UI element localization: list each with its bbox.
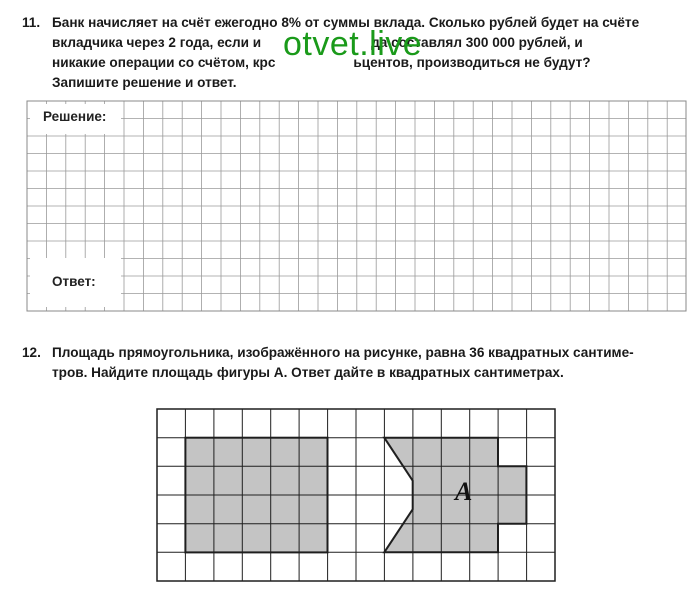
- figure-a-label: A: [455, 477, 473, 506]
- q11-text-line1: Банк начисляет на счёт ежегодно 8% от суммы вклада. Сколько рублей будет на счёте: [52, 15, 640, 30]
- q11-text-line3-end: ьцентов, производиться не будут?: [353, 55, 591, 70]
- q11-number: 11.: [22, 15, 41, 30]
- q12-text-line2: тров. Найдите площадь фигуры А. Ответ дайте в квадратных сантиметрах.: [52, 365, 564, 380]
- answer-label: Ответ:: [52, 274, 96, 289]
- solution-label: Решение:: [43, 109, 107, 124]
- q12-number: 12.: [22, 345, 41, 360]
- q11-text-line2-end: да составлял 300 000 рублей, и: [371, 35, 583, 50]
- q11-text-line4: Запишите решение и ответ.: [52, 75, 237, 90]
- q11-text-line3: никакие операции со счётом, крс: [52, 55, 276, 70]
- q11-text-line2: вкладчика через 2 года, если и: [52, 35, 262, 50]
- q12-text-line1: Площадь прямоугольника, изображённого на рисунке, равна 36 квадратных сантиме-: [52, 345, 634, 360]
- watermark: otvet.live: [283, 25, 423, 63]
